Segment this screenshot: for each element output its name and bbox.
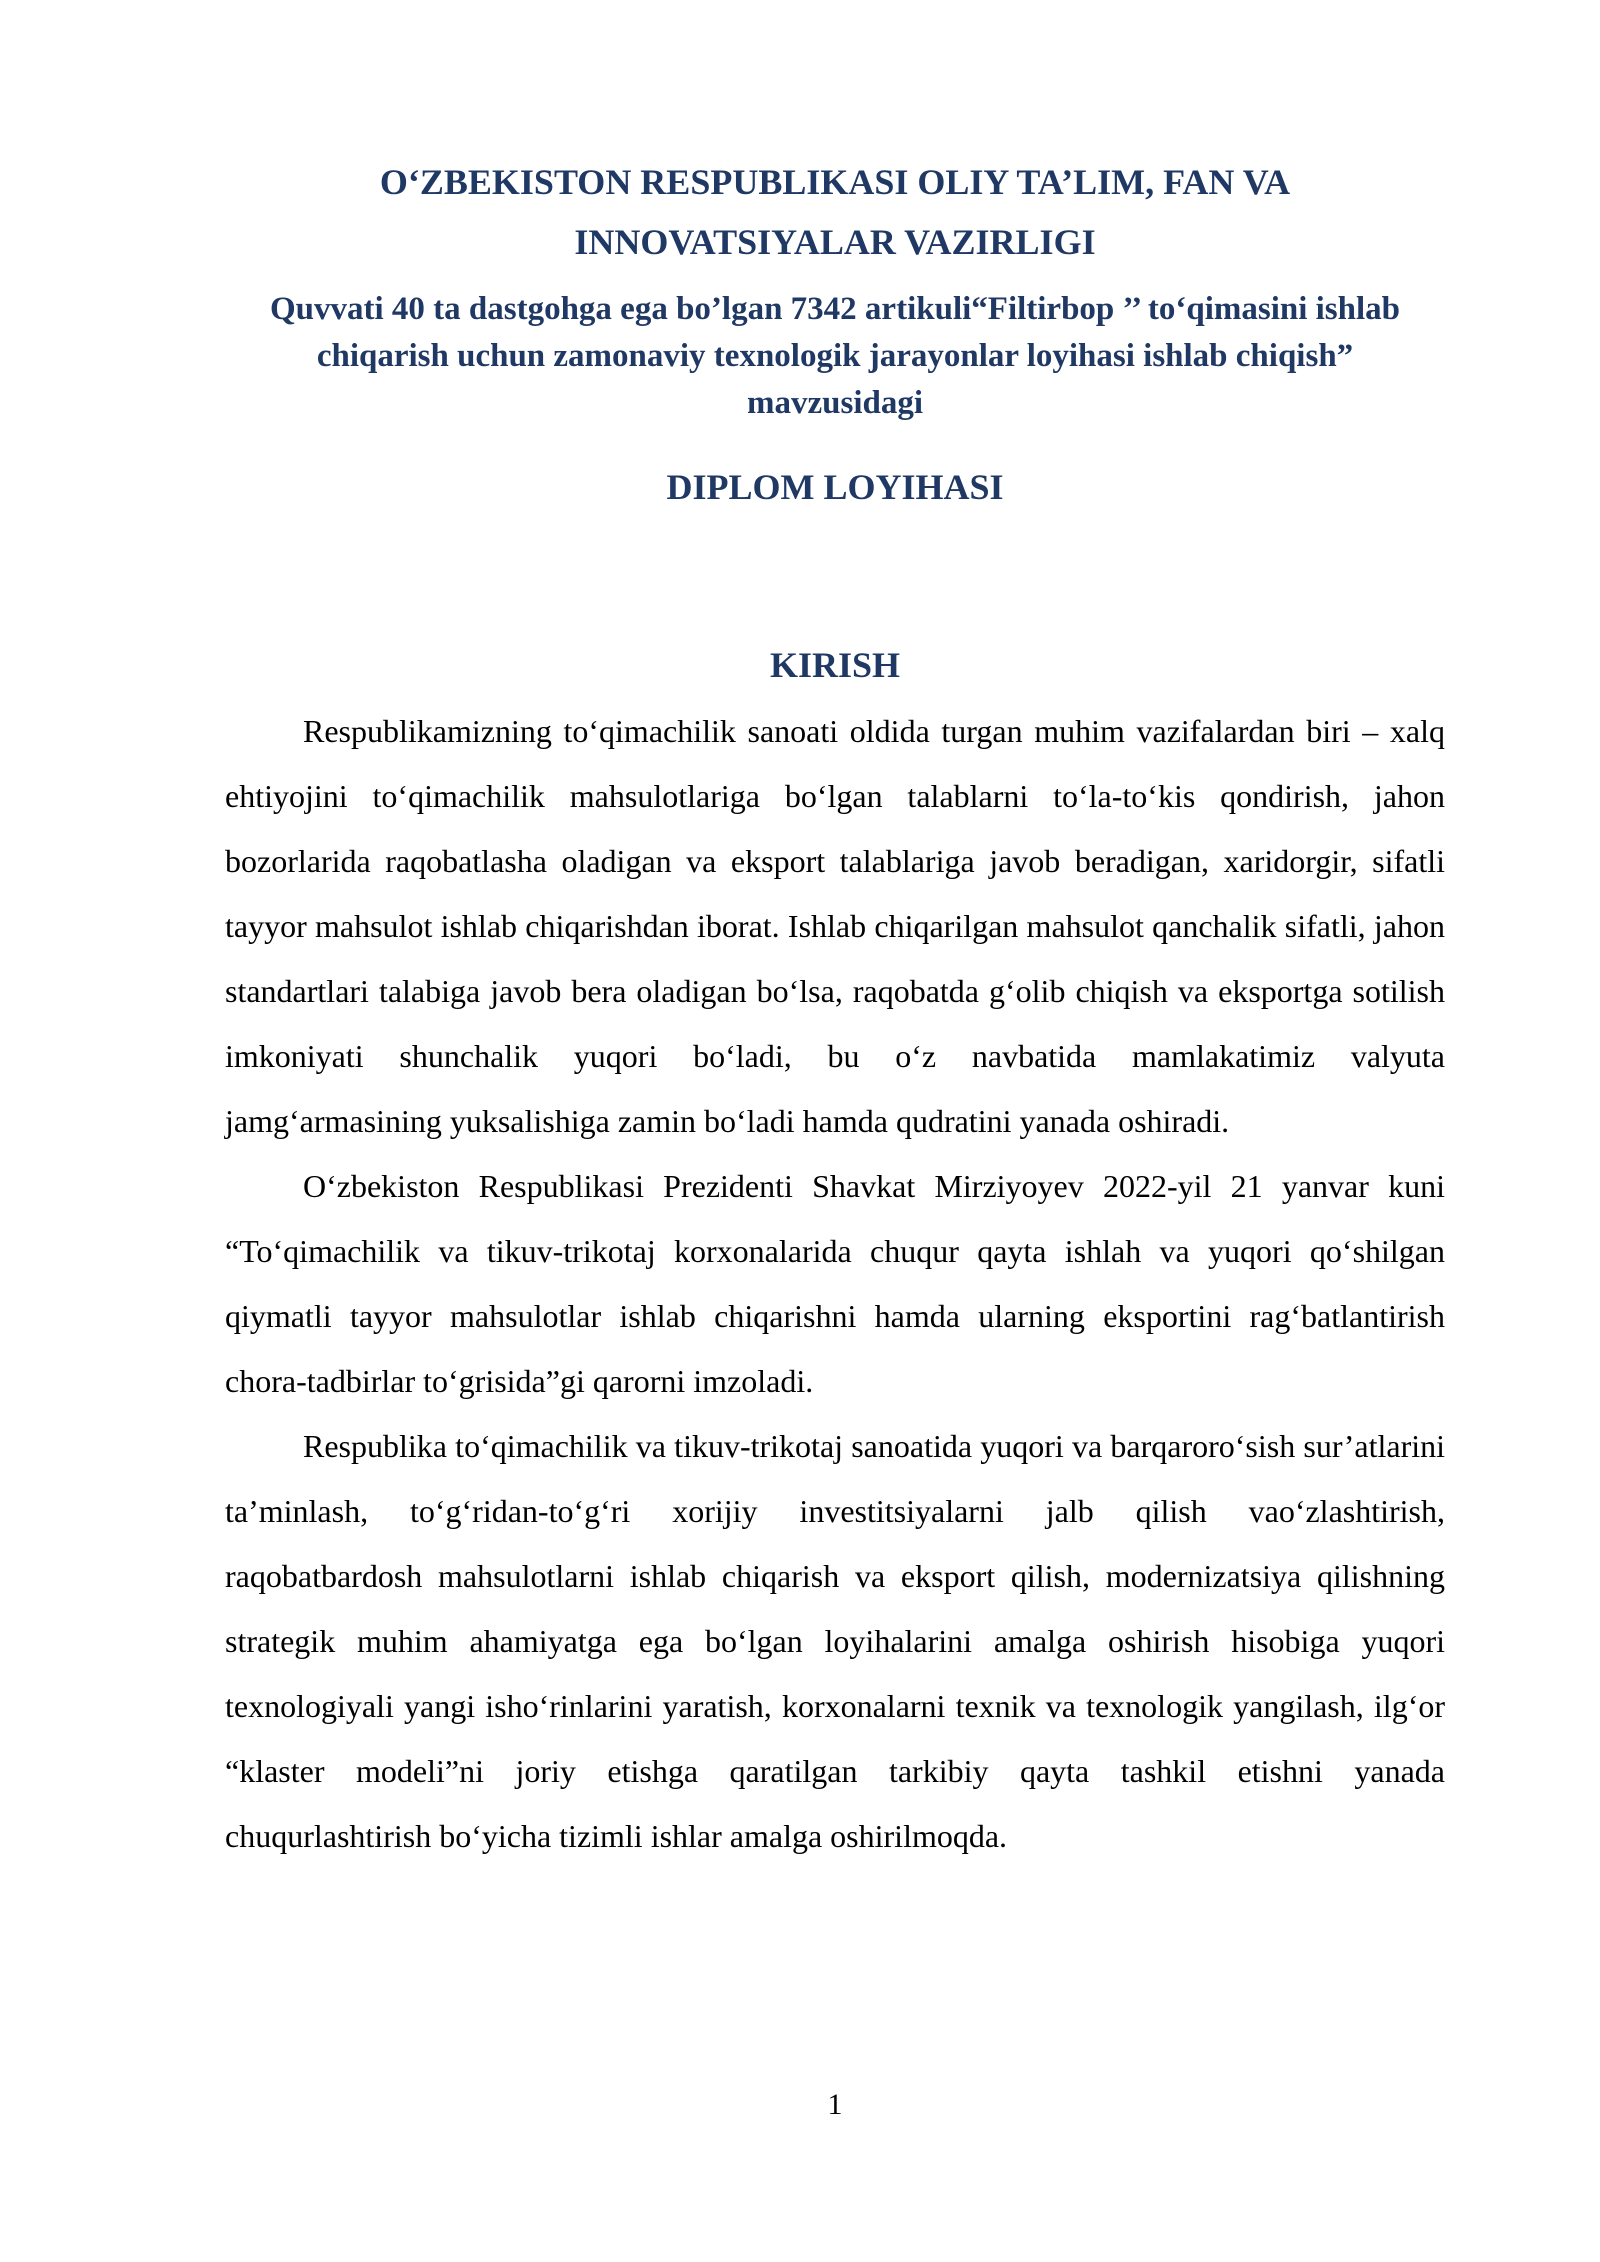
document-type-title: DIPLOM LOYIHASI: [666, 467, 1004, 507]
section-body: [225, 699, 1445, 1869]
body-paragraph: O‘zbekiston Respublikasi Prezidenti Shavkat Mirziyoyev 2022-yil 21 yanvar kuni “To‘qimachilik va tikuv-trikotaj korxonalarida chuqur qayta ishlah va yuqori qo‘shilgan qiymatli tayyor mahsulotlar ishlab chiqarishni hamda ularning eksportini rag‘batlantirish chora-tadbirlar to‘grisida”gi qarorni imzoladi.: [225, 1168, 1445, 1399]
ministry-title-line-2: INNOVATSIYALAR VAZIRLIGI: [574, 222, 1096, 262]
project-topic-title: Quvvati 40 ta dastgohga ega bo’lgan 7342 artikuli“Filtirbop ’’ to‘qimasini ishlab chiqarish uchun zamonaviy texnologik jarayonlar loyihasi ishlab chiqish” mavzusidagi: [269, 291, 1401, 421]
page-number: 1: [827, 2088, 843, 2121]
body-paragraph: Respublikamizning to‘qimachilik sanoati oldida turgan muhim vazifalardan biri – xalq ehtiyojini to‘qimachilik mahsulotlariga bo‘lgan talablarni to‘la-to‘kis qondirish, jahon bozorlarida raqobatlasha oladigan va eksport talablariga javob beradigan, xaridorgir, sifatli tayyor mahsulot ishlab chiqarishdan iborat. Ishlab chiqarilgan mahsulot qanchalik sifatli, jahon standartlari talabiga javob bera oladigan bo‘lsa, raqobatda g‘olib chiqish va eksportga sotilish imkoniyati shunchalik yuqori bo‘ladi, bu o‘z navbatida mamlakatimiz valyuta jamg‘armasining yuksalishiga zamin bo‘ladi hamda qudratini yanada oshiradi.: [225, 713, 1445, 1139]
page-content: [225, 152, 1445, 1869]
body-paragraph: Respublika to‘qimachilik va tikuv-trikotaj sanoatida yuqori va barqaroro‘sish sur’atlarini ta’minlash, to‘g‘ridan-to‘g‘ri xorijiy investitsiyalarni jalb qilish vao‘zlashtirish, raqobatbardosh mahsulotlarni ishlab chiqarish va eksport qilish, modernizatsiya qilishning strategik muhim ahamiyatga ega bo‘lgan loyihalarini amalga oshirish hisobiga yuqori texnologiyali yangi isho‘rinlarini yaratish, korxonalarni texnik va texnologik yangilash, ilg‘or “klaster modeli”ni joriy etishga qaratilgan tarkibiy qayta tashkil etishni yanada chuqurlashtirish bo‘yicha tizimli ishlar amalga oshirilmoqda.: [225, 1428, 1445, 1854]
section-heading-kirish: KIRISH: [769, 645, 901, 685]
ministry-title-line-1: O‘ZBEKISTON RESPUBLIKASI OLIY TA’LIM, FAN VA: [379, 162, 1291, 202]
